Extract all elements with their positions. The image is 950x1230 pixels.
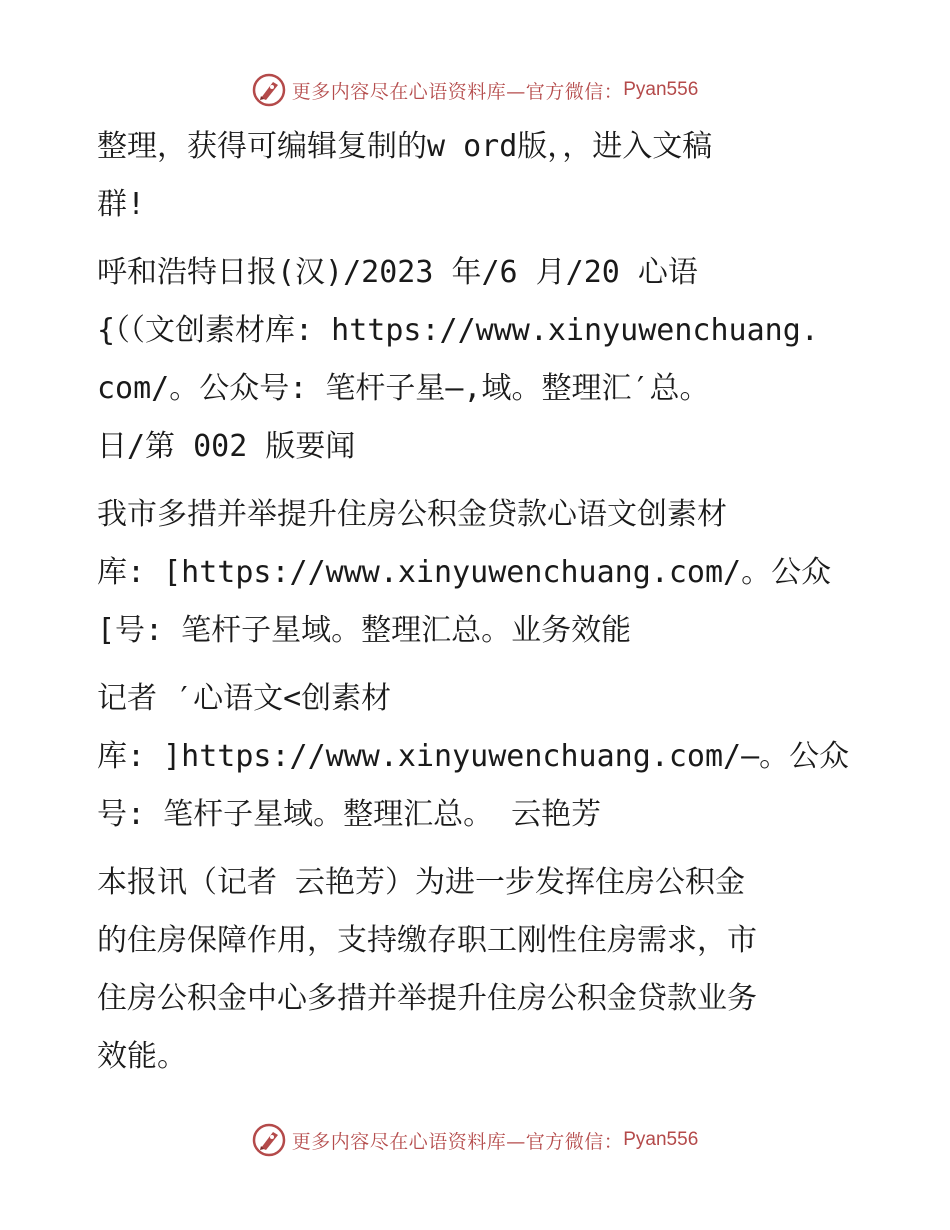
text-line: 的住房保障作用，支持缴存职工刚性住房需求，市 — [97, 923, 757, 958]
paragraph — [97, 670, 857, 844]
text-line: 库: [https://www.xinyuwenchuang.com/。公众 — [97, 555, 832, 590]
text-line: 群! — [97, 187, 146, 222]
text-line: 住房公积金中心多措并举提升住房公积金贷款业务 — [97, 981, 757, 1016]
text-line: 号: 笔杆子星域。整理汇总。 云艳芳 — [97, 797, 602, 832]
header-banner — [0, 70, 950, 110]
text-line: 记者 ′心语文<创素材 — [97, 681, 392, 716]
pen-nib-icon — [252, 1123, 286, 1157]
footer-banner — [0, 1120, 950, 1160]
text-line: 呼和浩特日报(汉)/2023 年/6 月/20 心语 — [97, 255, 698, 290]
text-line: 日/第 002 版要闻 — [97, 429, 356, 464]
text-line: {（（文创素材库: https://www.xinyuwenchuang. — [97, 313, 819, 348]
banner-wechat-id: Pyan556 — [623, 1129, 699, 1150]
paragraph — [97, 486, 857, 660]
text-line: 效能。 — [97, 1039, 187, 1074]
text-line: [号: 笔杆子星域。整理汇总。业务效能 — [97, 613, 632, 648]
banner-text: 更多内容尽在心语资料库—官方微信： — [291, 1130, 624, 1153]
document-body — [97, 118, 857, 1096]
paragraph — [97, 244, 857, 476]
pen-nib-icon — [252, 73, 286, 107]
text-line: com/。公众号: 笔杆子星—,域。整理汇′总。 — [97, 371, 710, 406]
text-line: 整理，获得可编辑复制的w ord版，，进入文稿 — [97, 129, 713, 164]
paragraph — [97, 118, 857, 234]
text-line: 库: ]https://www.xinyuwenchuang.com/—。公众 — [97, 739, 850, 774]
banner-text: 更多内容尽在心语资料库—官方微信： — [291, 80, 624, 103]
text-line: 本报讯（记者 云艳芳）为进一步发挥住房公积金 — [97, 865, 746, 900]
banner-wechat-id: Pyan556 — [623, 79, 699, 100]
text-line: 我市多措并举提升住房公积金贷款心语文创素材 — [97, 497, 727, 532]
paragraph — [97, 854, 857, 1086]
